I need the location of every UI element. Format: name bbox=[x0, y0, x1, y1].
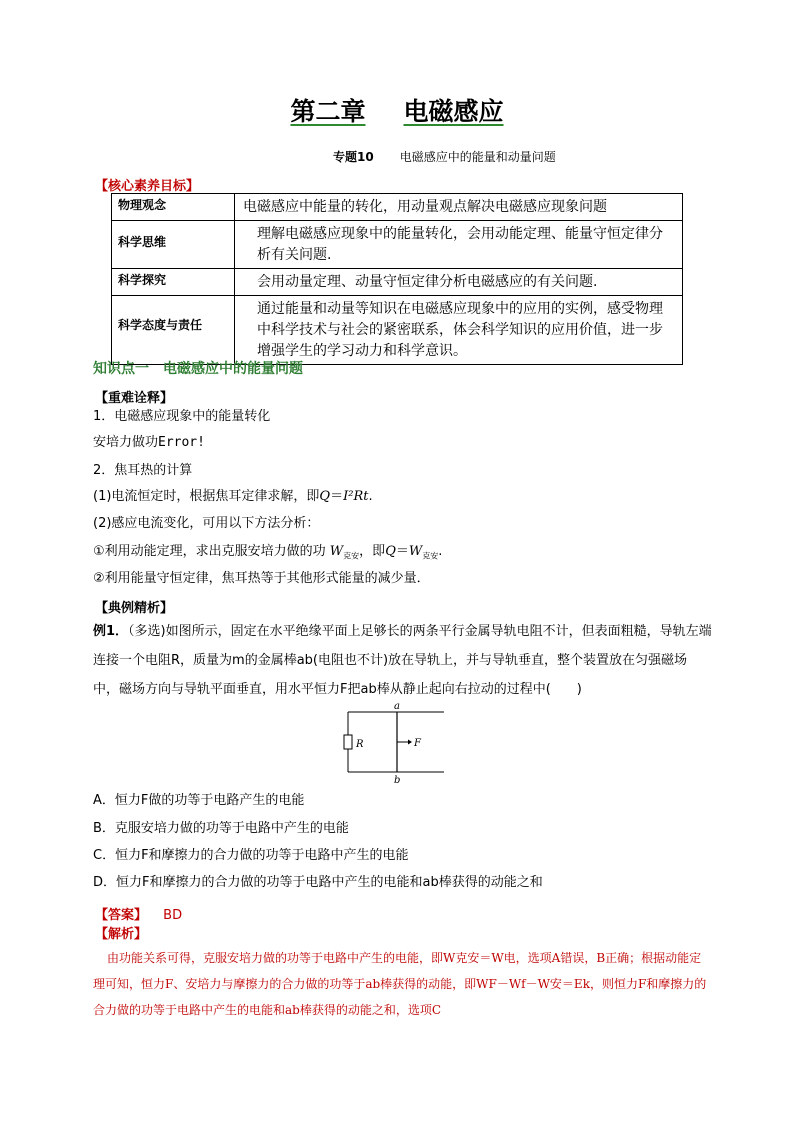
section-heading: 【重难诠释】 bbox=[95, 391, 174, 406]
text-line: ①利用动能定理，求出克服安培力做的功 $W_{克安}$，即$Q=W_{克安}$. bbox=[93, 544, 443, 561]
label-a: a bbox=[394, 702, 400, 712]
goal-value: 理解电磁感应现象中的能量转化，会用动能定理、能量守恒定律分析有关问题. bbox=[235, 221, 683, 269]
analysis-text: 由功能关系可得，克服安培力做的功等于电路中产生的电能，即W克安＝W电，选项A错误，B正确；根据动能定理可知，恒力F、安培力与摩擦力的合力做的功等于ab棒获得的动能，即WF－Wf－W安＝Ek，则恒力F和摩擦力的合力做的功等于电路中产生的电能和ab棒获得的动能之和，选项C bbox=[93, 951, 707, 1017]
goal-value: 电磁感应中能量的转化，用动量观点解决电磁感应现象问题 bbox=[235, 194, 683, 221]
goal-row bbox=[112, 269, 683, 296]
option-d: D．恒力F和摩擦力的合力做的功等于电路中产生的电能和ab棒获得的动能之和 bbox=[93, 875, 543, 890]
core-goals-table bbox=[111, 193, 683, 365]
text-line: 安培力做功Error! bbox=[93, 435, 205, 450]
chapter-number: 第二章 bbox=[290, 97, 366, 126]
goal-key: 科学思维 bbox=[112, 221, 235, 269]
goal-row bbox=[112, 221, 683, 269]
goal-key: 科学探究 bbox=[112, 269, 235, 296]
goal-key: 物理观念 bbox=[112, 194, 235, 221]
answer-label: 【答案】 bbox=[95, 908, 148, 923]
example-question bbox=[93, 617, 713, 704]
chapter-name: 电磁感应 bbox=[403, 97, 504, 126]
option-b: B．克服安培力做的功等于电路中产生的电能 bbox=[93, 821, 349, 836]
text-line: ②利用能量守恒定律，焦耳热等于其他形式能量的减少量． bbox=[93, 571, 430, 586]
goal-key: 科学态度与责任 bbox=[112, 296, 235, 365]
analysis-label: 【解析】 bbox=[95, 927, 148, 942]
option-c: C．恒力F和摩擦力的合力做的功等于电路中产生的电能 bbox=[93, 848, 409, 863]
label-R: R bbox=[356, 739, 364, 750]
label-F: F bbox=[414, 738, 421, 749]
circuit-figure bbox=[340, 702, 448, 784]
topic-label: 专题10 bbox=[333, 150, 374, 164]
core-goals-label: 【核心素养目标】 bbox=[95, 179, 200, 194]
goal-value: 会用动量定理、动量守恒定律分析电磁感应的有关问题. bbox=[235, 269, 683, 296]
text-line: 1．电磁感应现象中的能量转化 bbox=[93, 409, 271, 424]
label-b: b bbox=[394, 775, 401, 784]
goal-row bbox=[112, 194, 683, 221]
text-line: (1)电流恒定时，根据焦耳定律求解，即Q＝I²Rt. bbox=[93, 489, 373, 504]
topic-subtitle bbox=[333, 148, 556, 165]
goal-row bbox=[112, 296, 683, 365]
section-heading: 【典例精析】 bbox=[95, 601, 174, 616]
resistor-symbol bbox=[344, 735, 352, 749]
knowledge-point-heading: 知识点一 电磁感应中的能量问题 bbox=[93, 361, 303, 377]
answer-line bbox=[95, 904, 182, 923]
answer-value: BD bbox=[163, 908, 183, 923]
goal-value: 通过能量和动量等知识在电磁感应现象中的应用的实例，感受物理中科学技术与社会的紧密联系，体会科学知识的应用价值，进一步增强学生的学习动力和科学意识。 bbox=[235, 296, 683, 365]
text-line: 2．焦耳热的计算 bbox=[93, 463, 193, 478]
text-line: (2)感应电流变化，可用以下方法分析： bbox=[93, 516, 320, 531]
example-text: （多选)如图所示，固定在水平绝缘平面上足够长的两条平行金属导轨电阻不计，但表面粗糙，导轨左端连接一个电阻R，质量为m的金属棒ab(电阻也不计)放在导轨上，并与导轨垂直，整个装置放在匀强磁场中，磁场方向与导轨平面垂直，用水平恒力F把ab棒从静止起向右拉动的过程中( ) bbox=[93, 624, 712, 697]
topic-text: 电磁感应中的能量和动量问题 bbox=[399, 150, 556, 164]
example-label: 例1． bbox=[93, 624, 129, 639]
option-a: A．恒力F做的功等于电路产生的电能 bbox=[93, 793, 305, 808]
chapter-title bbox=[0, 92, 794, 128]
